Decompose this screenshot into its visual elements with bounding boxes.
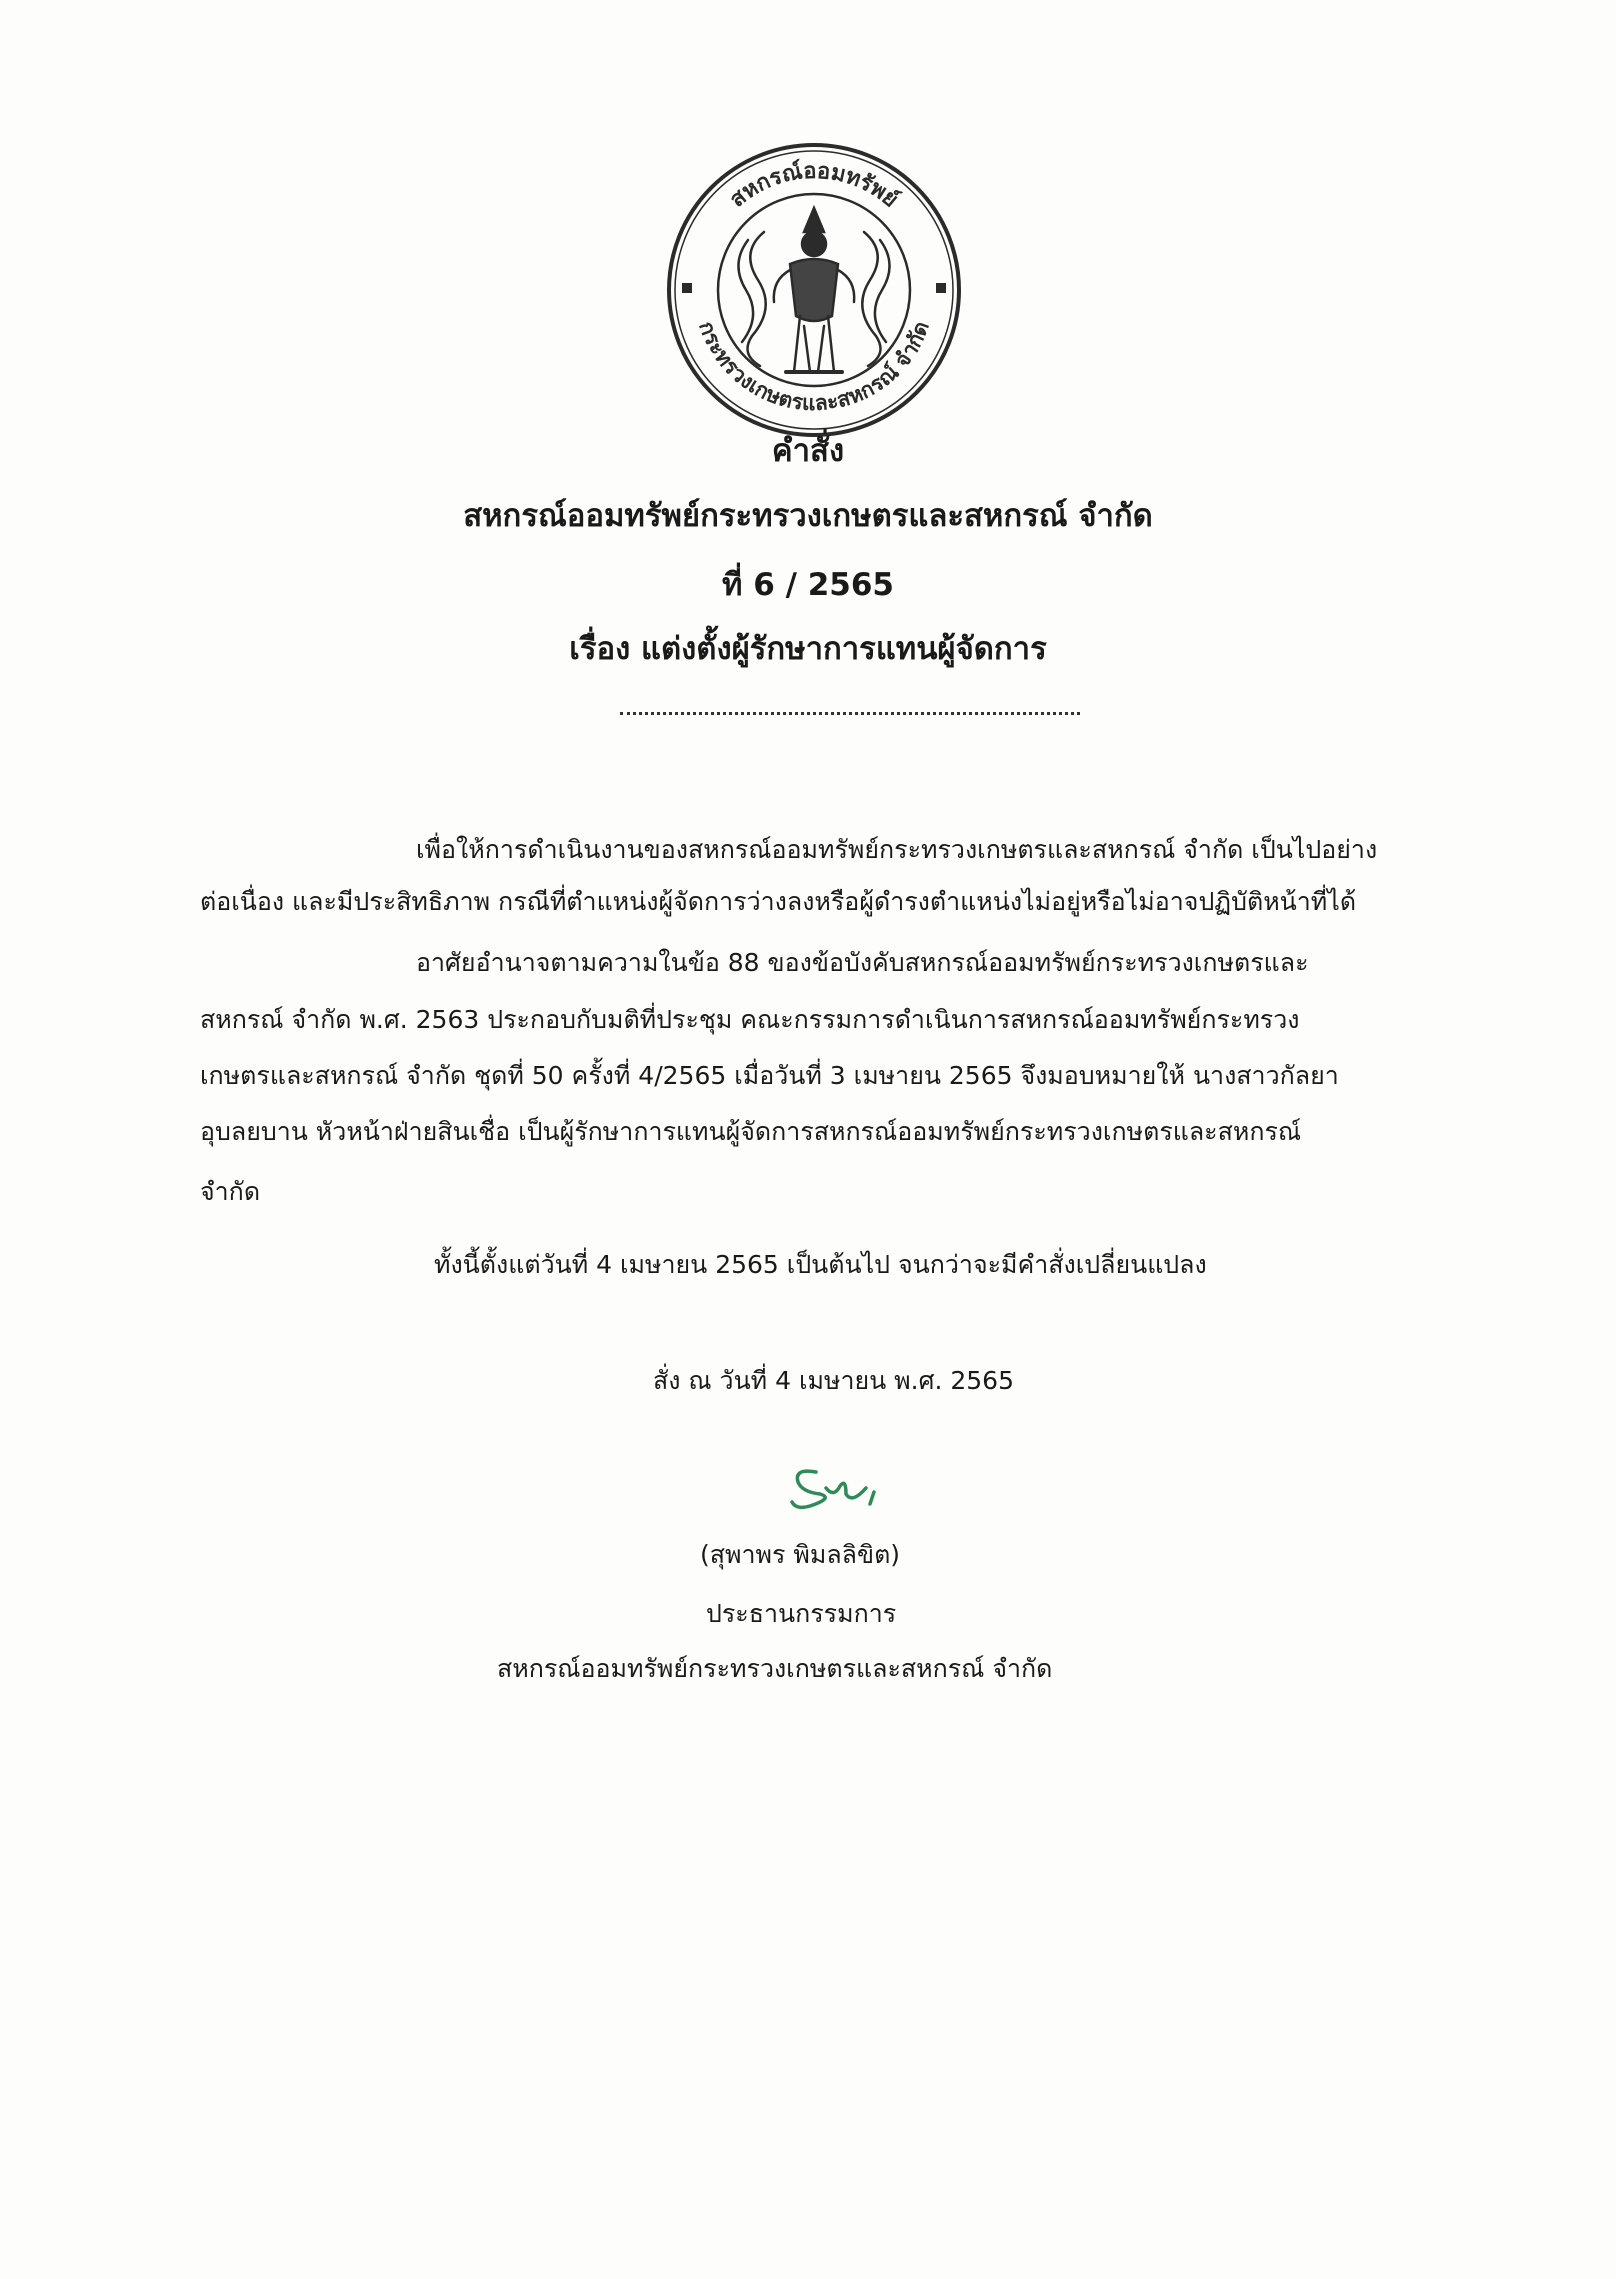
order-number: ที่ 6 / 2565	[722, 567, 894, 603]
order-subject: เรื่อง แต่งตั้งผู้รักษาการแทนผู้จัดการ	[569, 631, 1047, 667]
seal-ring-bottom-text: กระทรวงเกษตรและสหกรณ์ จำกัด	[694, 318, 934, 416]
organization-name: สหกรณ์ออมทรัพย์กระทรวงเกษตรและสหกรณ์ จำกัด	[463, 498, 1153, 534]
seal-ring-top-text: สหกรณ์ออมทรัพย์	[725, 158, 903, 213]
body-line: สหกรณ์ จำกัด พ.ศ. 2563 ประกอบกับมติที่ประชุม คณะกรรมการดำเนินการสหกรณ์ออมทรัพย์กระทรวง	[200, 1005, 1300, 1034]
order-title: คำสั่ง	[771, 433, 845, 469]
order-date: สั่ง ณ วันที่ 4 เมษายน พ.ศ. 2565	[653, 1366, 1014, 1395]
cooperative-seal-logo	[664, 140, 964, 440]
effective-date-statement: ทั้งนี้ตั้งแต่วันที่ 4 เมษายน 2565 เป็นต้นไป จนกว่าจะมีคำสั่งเปลี่ยนแปลง	[434, 1250, 1207, 1279]
signatory-organization: สหกรณ์ออมทรัพย์กระทรวงเกษตรและสหกรณ์ จำกัด	[497, 1654, 1053, 1683]
body-line: เกษตรและสหกรณ์ จำกัด ชุดที่ 50 ครั้งที่ 4/2565 เมื่อวันที่ 3 เมษายน 2565 จึงมอบหมายให้ นางสาวกัลยา	[200, 1061, 1339, 1090]
body-line: ต่อเนื่อง และมีประสิทธิภาพ กรณีที่ตำแหน่งผู้จัดการว่างลงหรือผู้ดำรงตำแหน่งไม่อยู่หรือไม่อาจปฏิบัติหน้าที่ได้	[200, 887, 1357, 916]
signatory-name: (สุพาพร พิมลลิขิต)	[700, 1540, 901, 1569]
body-line: อาศัยอำนาจตามความในข้อ 88 ของข้อบังคับสหกรณ์ออมทรัพย์กระทรวงเกษตรและ	[416, 948, 1309, 977]
body-line: เพื่อให้การดำเนินงานของสหกรณ์ออมทรัพย์กระทรวงเกษตรและสหกรณ์ จำกัด เป็นไปอย่าง	[416, 835, 1378, 864]
handwritten-signature	[780, 1458, 900, 1518]
body-line: จำกัด	[200, 1177, 261, 1206]
body-line: อุบลยบาน หัวหน้าฝ่ายสินเชื่อ เป็นผู้รักษาการแทนผู้จัดการสหกรณ์ออมทรัพย์กระทรวงเกษตรและสหกรณ์	[200, 1117, 1302, 1146]
signatory-position: ประธานกรรมการ	[706, 1599, 897, 1628]
dotted-divider	[620, 712, 1080, 715]
